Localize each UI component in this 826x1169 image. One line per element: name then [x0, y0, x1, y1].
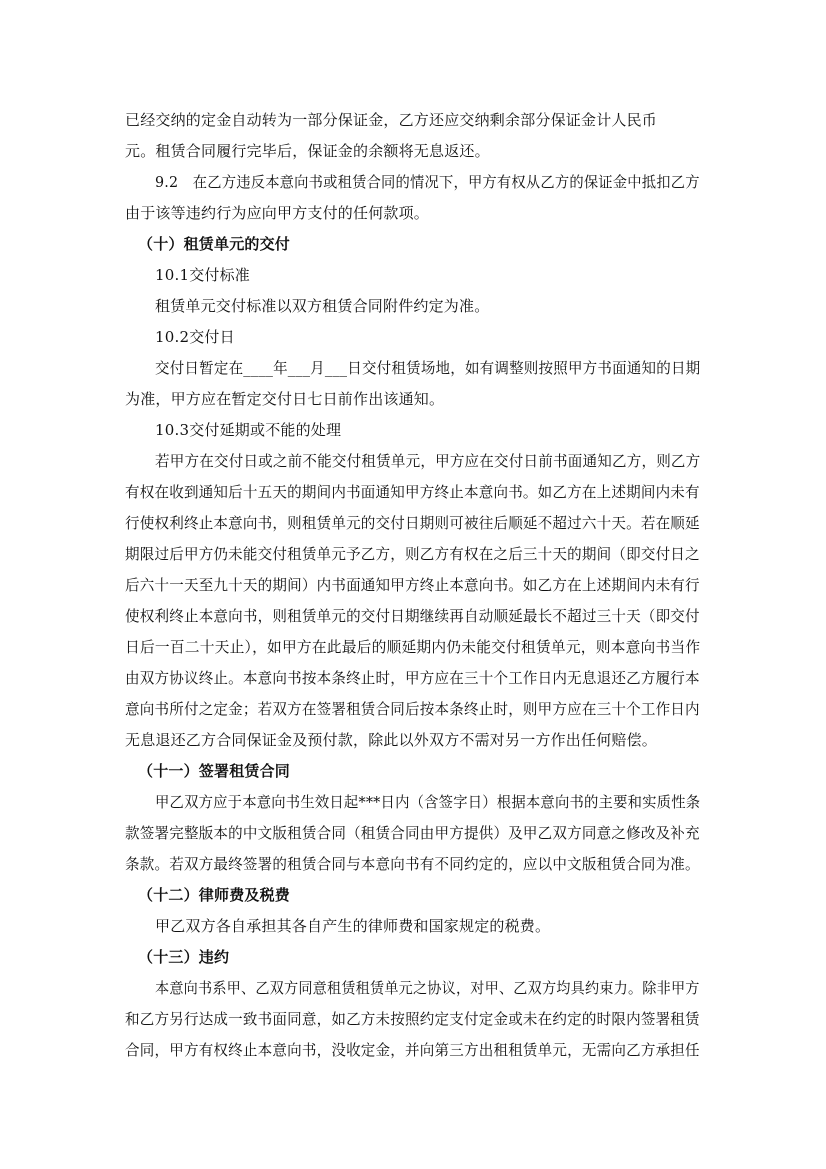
paragraph-line: 意向书所付之定金；若双方在签署租赁合同后按本条终止时，则甲方应在三十个工作日内 — [125, 700, 700, 718]
paragraph-line: 后六十一天至九十天的期间）内书面通知甲方终止本意向书。如乙方在上述期间内未有行 — [125, 576, 700, 594]
paragraph-line: 为准，甲方应在暂定交付日七日前作出该通知。 — [125, 390, 445, 408]
paragraph-line: 交付日暂定在____年___月___日交付租赁场地，如有调整则按照甲方书面通知的日期 — [155, 359, 701, 377]
paragraph-line: 款签署完整版本的中文版租赁合同（租赁合同由甲方提供）及甲乙双方同意之修改及补充 — [125, 824, 700, 842]
subsection-title: 10.1交付标准 — [155, 266, 250, 284]
subsection-title: 10.2交付日 — [155, 328, 235, 346]
paragraph-line: 和乙方另行达成一致书面同意，如乙方未按照约定支付定金或未在约定的时限内签署租赁 — [125, 1010, 700, 1028]
paragraph-line: 使权利终止本意向书，则租赁单元的交付日期继续再自动顺延最长不超过三十天（即交付 — [125, 607, 700, 625]
paragraph-line: 租赁单元交付标准以双方租赁合同附件约定为准。 — [155, 297, 490, 315]
paragraph-line: 甲乙双方应于本意向书生效日起***日内（含签字日）根据本意向书的主要和实质性条 — [155, 793, 701, 811]
paragraph-line: 日后一百二十天止），如甲方在此最后的顺延期内仍未能交付租赁单元，则本意向书当作 — [125, 638, 701, 656]
subsection-title: 10.3交付延期或不能的处理 — [155, 421, 342, 439]
section-heading: （十）租赁单元的交付 — [138, 235, 291, 253]
section-heading: （十三）违约 — [138, 948, 230, 966]
paragraph-line: 甲乙双方各自承担其各自产生的律师费和国家规定的税费。 — [155, 917, 551, 935]
section-heading: （十二）律师费及税费 — [138, 886, 291, 904]
paragraph-line: 已经交纳的定金自动转为一部分保证金，乙方还应交纳剩余部分保证金计人民币 — [125, 111, 658, 129]
paragraph-line: 若甲方在交付日或之前不能交付租赁单元，甲方应在交付日前书面通知乙方，则乙方 — [155, 452, 701, 470]
paragraph-line: 条款。若双方最终签署的租赁合同与本意向书有不同约定的，应以中文版租赁合同为准。 — [125, 855, 700, 873]
paragraph-line: 期限过后甲方仍未能交付租赁单元予乙方，则乙方有权在之后三十天的期间（即交付日之 — [125, 545, 700, 563]
paragraph-line: 行使权利终止本意向书，则租赁单元的交付日期则可被往后顺延不超过六十天。若在顺延 — [125, 514, 700, 532]
paragraph-line: 由双方协议终止。本意向书按本条终止时，甲方应在三十个工作日内无息退还乙方履行本 — [125, 669, 700, 687]
paragraph-line: 合同，甲方有权终止本意向书，没收定金，并向第三方出租租赁单元，无需向乙方承担任 — [125, 1041, 700, 1059]
paragraph-line: 由于该等违约行为应向甲方支付的任何款项。 — [125, 204, 430, 222]
paragraph-line: 元。租赁合同履行完毕后，保证金的余额将无息返还。 — [125, 142, 490, 160]
clause-line: 9.2 在乙方违反本意向书或租赁合同的情况下，甲方有权从乙方的保证金中抵扣乙方 — [155, 173, 700, 191]
section-heading: （十一）签署租赁合同 — [138, 762, 291, 780]
paragraph-line: 有权在收到通知后十五天的期间内书面通知甲方终止本意向书。如乙方在上述期间内未有 — [125, 483, 700, 501]
paragraph-line: 本意向书系甲、乙双方同意租赁租赁单元之协议，对甲、乙双方均具约束力。除非甲方 — [155, 979, 700, 997]
paragraph-line: 无息退还乙方合同保证金及预付款，除此以外双方不需对另一方作出任何赔偿。 — [125, 731, 658, 749]
